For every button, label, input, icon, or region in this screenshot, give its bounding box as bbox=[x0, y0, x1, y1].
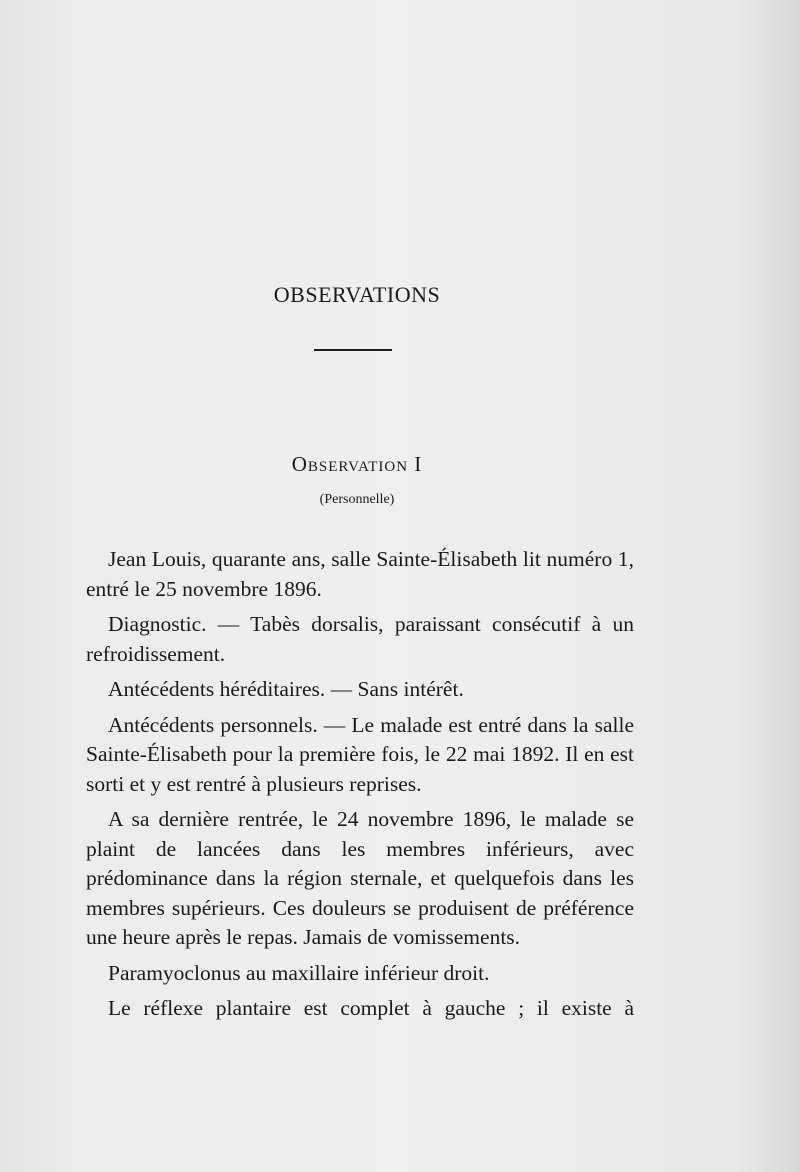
observation-title: Observation I bbox=[291, 452, 423, 476]
paragraph-intro: Jean Louis, quarante ans, salle Sainte-Élisabeth lit numéro 1, entré le 25 novembre 1896. bbox=[86, 547, 634, 601]
paragraph-personal-history: Antécédents personnels. — Le malade est entré dans la salle Sainte-Élisabeth pour la première fois, le 22 mai 1892. Il en est sorti et y est rentré à plusieurs reprises. bbox=[86, 712, 634, 796]
paragraph-paramyoclonus: Paramyoclonus au maxillaire inférieur droit. bbox=[108, 960, 490, 985]
paragraph-hereditary: Antécédents héréditaires. — Sans intérêt. bbox=[108, 677, 464, 701]
heading-rule bbox=[314, 349, 392, 351]
paragraph-last-admission: A sa dernière rentrée, le 24 novembre 1896, le malade se plaint de lancées dans les membres inférieurs, avec prédominance dans la région sternale, et quelquefois dans les membres supérieurs. Ces douleurs se produisent de préférence une heure après le repas. Jamais de vomissements. bbox=[86, 807, 634, 949]
section-heading: OBSERVATIONS bbox=[273, 282, 441, 307]
paragraph-diagnostic: Diagnostic. — Tabès dorsalis, paraissant consécutif à un refroidissement. bbox=[86, 612, 634, 666]
body-text bbox=[86, 545, 634, 1030]
observation-subtitle: (Personnelle) bbox=[319, 492, 395, 507]
paragraph-plantar-reflex: Le réflexe plantaire est complet à gauche ; il existe à bbox=[108, 996, 634, 1020]
